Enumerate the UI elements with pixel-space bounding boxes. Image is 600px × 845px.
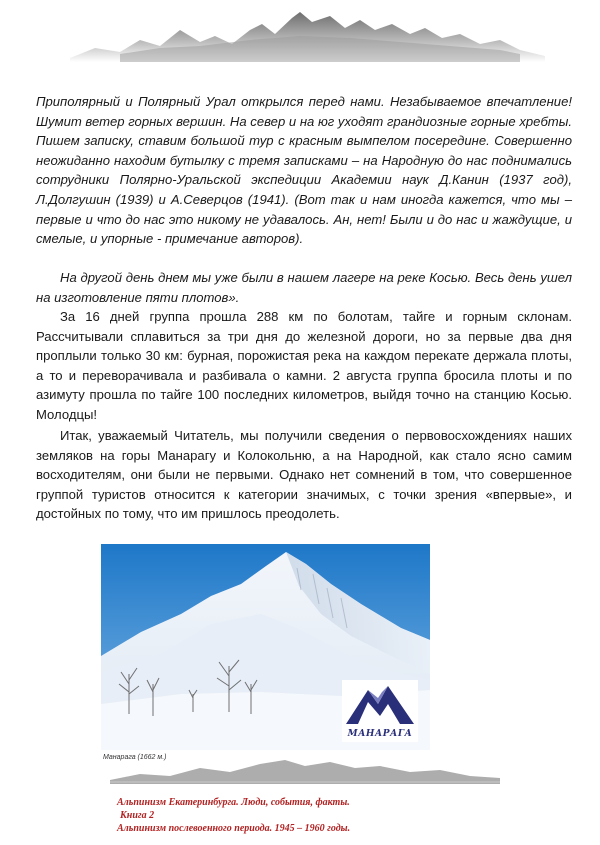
footer-mountain-ridge	[0, 756, 600, 786]
paragraph-camp: На другой день днем мы уже были в нашем лагере на реке Косью. Весь день ушел на изготовление пяти плотов».	[36, 270, 572, 305]
footer-book-number: Книга 2	[120, 810, 155, 821]
logo-text: МАНАРАГА	[347, 729, 413, 739]
manaraga-photo	[101, 544, 430, 750]
paragraph-summit-note: Приполярный и Полярный Урал открылся перед нами. Незабываемое впечатление! Шумит ветер горных вершин. На север и на юг уходят грандиозные горные хребты. Пишем записку, ставим большой тур с красным вымпелом посередине. Совершенно неожиданно находим бутылку с тремя записками – на Народную до нас поднимались сотрудники Полярно-Уральской экспедиции Академии наук Д.Канин (1937 год), Л.Долгушин (1939) и А.Северцов (1941). (Вот так и нам иногда кажется, что мы – первые и что до нас это никому не удавалось. Ан, нет! Были и до нас и жаждущие, и смелые, и упорные - примечание авторов).	[36, 94, 572, 247]
mountain-ridge-bottom-graphic	[0, 756, 600, 786]
footer-title: Альпинизм Екатеринбурга. Люди, события, факты.	[117, 797, 350, 808]
footer-subtitle: Альпинизм послевоенного периода. 1945 – 1960 годы.	[117, 823, 351, 834]
paragraph-conclusion: Итак, уважаемый Читатель, мы получили сведения о первовосхождениях наших земляков на горы Манарагу и Колокольню, а на Народной, как стало ясно самим восходителям, они были не первыми. Однако нет сомнений в том, что совершенное группой туристов относится к категории значимых, с точки зрения «впервые», и достойных по тому, что им пришлось преодолеть.	[36, 428, 572, 522]
photo-caption: Манарага (1662 м.)	[103, 754, 167, 761]
mountain-logo-icon	[342, 680, 418, 728]
paragraph-rafting: За 16 дней группа прошла 288 км по болотам, тайге и горным склонам. Рассчитывали сплавиться за три дня до железной дороги, но за первые два дня проплыли только 30 км: бурная, порожистая река на каждом перекате держала плоты, а то и переворачивала и разбивала о камни. 2 августа группа бросила плоты и по азимуту прошла по тайге 100 последних километров, выйдя точно на станцию Косью. Молодцы!	[36, 309, 572, 422]
header-mountain-ridge	[0, 0, 600, 92]
mountain-ridge-graphic	[0, 0, 600, 92]
book-footer	[117, 796, 517, 835]
manaraga-logo	[342, 680, 418, 742]
